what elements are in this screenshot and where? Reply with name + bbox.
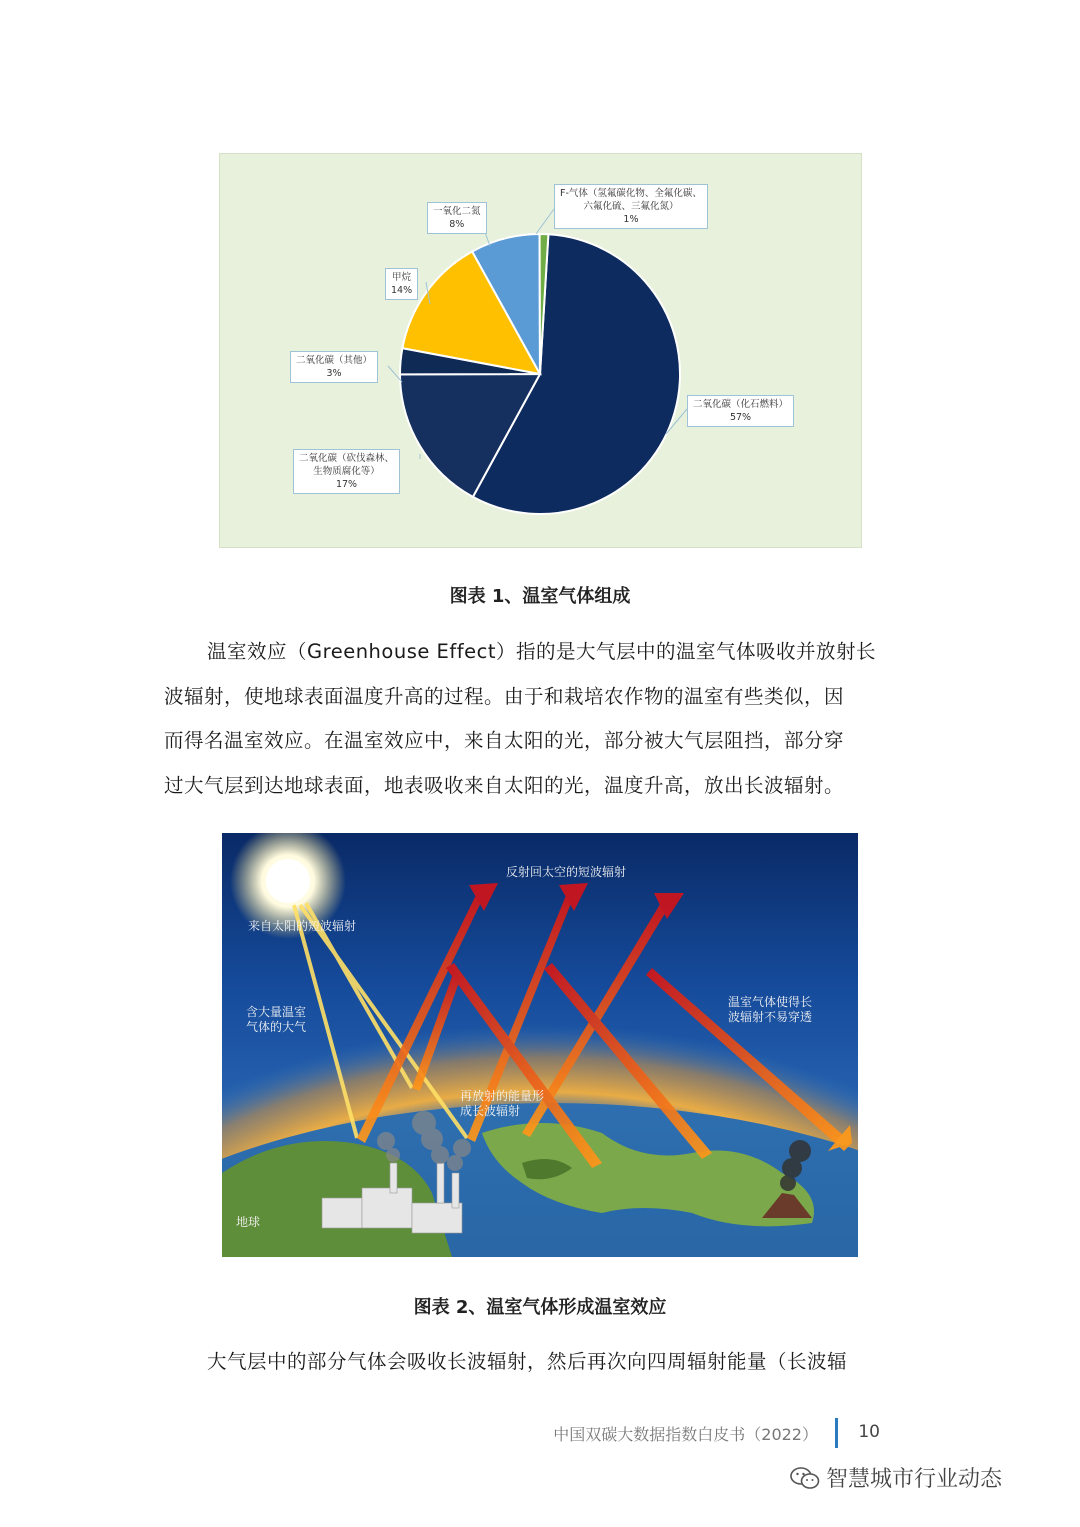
- label-fgas-pct: 1%: [623, 214, 639, 225]
- source-credit: [790, 1462, 1002, 1498]
- greenhouse-gas-pie-chart: [219, 153, 862, 548]
- label-co2-fossil-pct: 57%: [729, 412, 752, 423]
- reflect-radiation-label: 反射回太空的短波辐射: [506, 865, 627, 879]
- label-fgas-line1: F-气体（氢氟碳化物、全氟化碳、: [560, 188, 702, 199]
- label-co2-other: [290, 351, 378, 383]
- label-fgas-line2: 六氟化硫、三氟化氮）: [583, 201, 679, 212]
- body-paragraph-1: [164, 630, 920, 808]
- atmosphere-label-2: 气体的大气: [246, 1020, 307, 1034]
- label-methane: [385, 268, 418, 300]
- label-co2-fossil-text: 二氧化碳（化石燃料）: [693, 399, 789, 410]
- ghg-label-2: 波辐射不易穿透: [728, 1010, 813, 1024]
- label-fgas: [554, 184, 708, 229]
- reemit-label-1: 再放射的能量形: [460, 1089, 545, 1103]
- label-co2-fossil: [687, 395, 794, 427]
- reemit-label-2: 成长波辐射: [460, 1104, 521, 1118]
- figure2-caption: 图表 2、温室气体形成温室效应: [413, 1297, 667, 1318]
- label-methane-text: 甲烷: [392, 272, 412, 283]
- greenhouse-effect-illustration: [222, 833, 858, 1257]
- label-co2-other-text: 二氧化碳（其他）: [296, 355, 373, 366]
- footer-title: 中国双碳大数据指数白皮书（2022）: [553, 1425, 818, 1444]
- credit-text: 智慧城市行业动态: [826, 1467, 1003, 1492]
- body-paragraph-2: [164, 1340, 920, 1385]
- paragraph1-line: 波辐射，使地球表面温度升高的过程。由于和栽培农作物的温室有些类似，因: [164, 684, 845, 708]
- paragraph1-line: 而得名温室效应。在温室效应中，来自太阳的光，部分被大气层阻挡，部分穿: [164, 729, 845, 752]
- footer-divider: [835, 1418, 838, 1448]
- paragraph2-line: 大气层中的部分气体会吸收长波辐射，然后再次向四周辐射能量（长波辐: [207, 1350, 848, 1373]
- label-co2-forest-line1: 二氧化碳（砍伐森林、: [299, 453, 395, 464]
- label-methane-pct: 14%: [391, 285, 413, 296]
- paragraph1-line: 过大气层到达地球表面，地表吸收来自太阳的光，温度升高，放出长波辐射。: [164, 773, 845, 797]
- sun-radiation-label: 来自太阳的短波辐射: [248, 919, 357, 933]
- label-n2o-pct: 8%: [449, 219, 465, 230]
- label-n2o: [427, 202, 487, 234]
- ghg-label-1: 温室气体使得长: [728, 995, 813, 1009]
- label-co2-forest-line2: 生物质腐化等）: [313, 466, 380, 477]
- page-footer: [540, 1418, 880, 1450]
- paragraph1-line: 温室效应（Greenhouse Effect）指的是大气层中的温室气体吸收并放射长: [207, 640, 876, 663]
- leader-line: [536, 209, 554, 234]
- figure1-caption: 图表 1、温室气体组成: [449, 586, 631, 607]
- atmosphere-label-1: 含大量温室: [246, 1005, 307, 1019]
- label-co2-forest-pct: 17%: [335, 479, 358, 490]
- illustration-svg: [222, 833, 858, 1257]
- label-n2o-text: 一氧化二氮: [433, 206, 481, 217]
- label-co2-forest: [293, 449, 400, 494]
- label-co2-other-pct: 3%: [326, 368, 342, 379]
- earth-label: 地球: [236, 1215, 261, 1229]
- page-number: 10: [858, 1422, 880, 1442]
- wechat-icon: [790, 1466, 820, 1490]
